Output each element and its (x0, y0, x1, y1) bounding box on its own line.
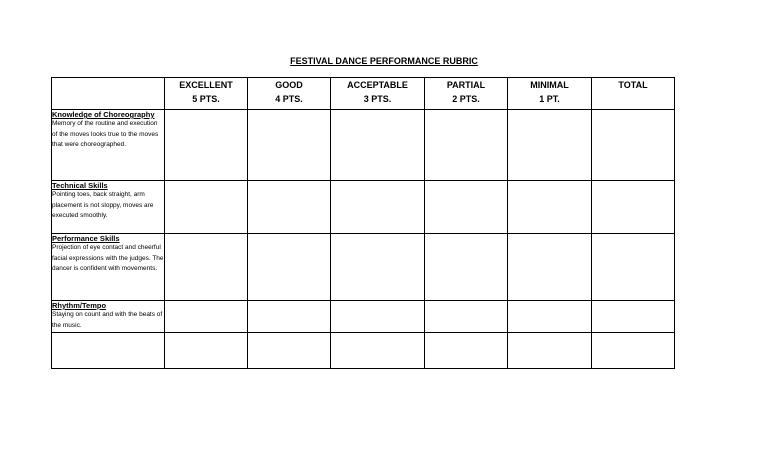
criterion-description: Pointing toes, back straight, arm placement is not sloppy, moves are executed smoothly. (52, 191, 154, 219)
score-cell[interactable] (165, 234, 248, 301)
rubric-table (51, 77, 675, 369)
score-cell[interactable] (508, 110, 592, 181)
criterion-name: Knowledge of Choreography (52, 110, 155, 119)
criterion-description: Memory of the routine and execution of the moves looks true to the moves that were choreographed. (52, 120, 159, 148)
header-cell-excellent (165, 78, 248, 110)
table-row (52, 181, 675, 234)
criterion-cell-choreography (52, 110, 165, 181)
total-cell[interactable] (592, 333, 675, 369)
score-cell[interactable] (248, 181, 331, 234)
header-corner-cell (52, 78, 165, 110)
column-points: 5 PTS. (192, 94, 220, 104)
score-cell[interactable] (165, 110, 248, 181)
score-cell[interactable] (425, 181, 508, 234)
criterion-name: Rhythm/Tempo (52, 301, 107, 310)
column-points: 2 PTS. (452, 94, 480, 104)
score-cell[interactable] (508, 301, 592, 333)
header-cell-acceptable (331, 78, 425, 110)
criterion-cell-technical (52, 181, 165, 234)
header-cell-partial (425, 78, 508, 110)
criterion-name: Performance Skills (52, 234, 120, 243)
column-label: MINIMAL (530, 80, 569, 90)
header-cell-minimal (508, 78, 592, 110)
score-cell[interactable] (248, 301, 331, 333)
score-cell[interactable] (331, 301, 425, 333)
table-row (52, 234, 675, 301)
table-row (52, 333, 675, 369)
column-points: 1 PT. (539, 94, 560, 104)
score-cell[interactable] (248, 234, 331, 301)
criterion-name: Technical Skills (52, 181, 108, 190)
total-cell[interactable] (592, 110, 675, 181)
score-cell[interactable] (425, 110, 508, 181)
criterion-cell-blank[interactable] (52, 333, 165, 369)
score-cell[interactable] (248, 110, 331, 181)
table-row (52, 301, 675, 333)
score-cell[interactable] (331, 333, 425, 369)
score-cell[interactable] (165, 301, 248, 333)
column-points: 3 PTS. (363, 94, 392, 104)
header-row (52, 78, 675, 110)
criterion-cell-performance (52, 234, 165, 301)
header-cell-good (248, 78, 331, 110)
total-cell[interactable] (592, 181, 675, 234)
column-label: PARTIAL (446, 80, 486, 90)
criterion-description: Staying on count and with the beats of the music. (52, 311, 163, 329)
total-cell[interactable] (592, 234, 675, 301)
column-label: TOTAL (618, 80, 648, 90)
score-cell[interactable] (331, 110, 425, 181)
score-cell[interactable] (165, 181, 248, 234)
score-cell[interactable] (331, 181, 425, 234)
score-cell[interactable] (425, 234, 508, 301)
table-row (52, 110, 675, 181)
document-title: FESTIVAL DANCE PERFORMANCE RUBRIC (290, 56, 478, 66)
column-points (592, 92, 674, 93)
score-cell[interactable] (508, 181, 592, 234)
column-label: ACCEPTABLE (347, 80, 408, 90)
score-cell[interactable] (508, 333, 592, 369)
column-points: 4 PTS. (275, 94, 303, 104)
column-label: GOOD (275, 80, 303, 90)
column-label: EXCELLENT (179, 80, 233, 90)
score-cell[interactable] (425, 333, 508, 369)
criterion-cell-rhythm (52, 301, 165, 333)
header-cell-total (592, 78, 675, 110)
score-cell[interactable] (165, 333, 248, 369)
score-cell[interactable] (331, 234, 425, 301)
score-cell[interactable] (425, 301, 508, 333)
score-cell[interactable] (248, 333, 331, 369)
criterion-description: Projection of eye contact and cheerful facial expressions with the judges. The dancer is confident with movements. (52, 244, 164, 272)
score-cell[interactable] (508, 234, 592, 301)
total-cell[interactable] (592, 301, 675, 333)
